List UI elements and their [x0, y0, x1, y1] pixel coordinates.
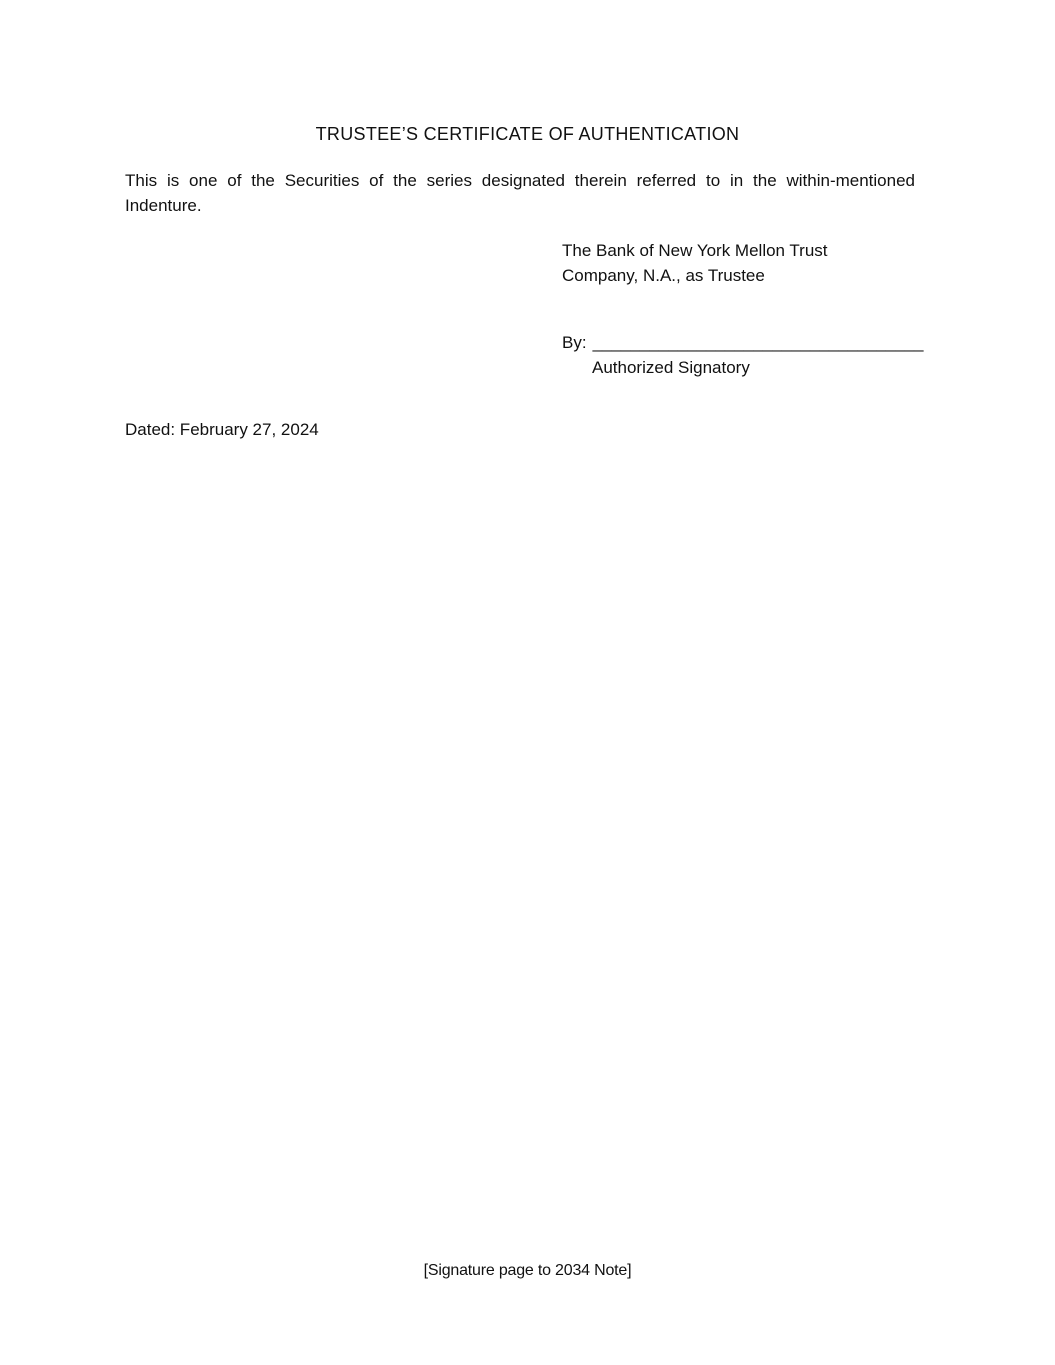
signature-by-line — [562, 330, 942, 355]
signature-blank-line: ___________________________________ — [592, 333, 924, 352]
by-label: By: — [562, 333, 587, 352]
page-footer: [Signature page to 2034 Note] — [423, 1262, 632, 1279]
dated-line: Dated: February 27, 2024 — [125, 420, 319, 439]
trustee-name: The Bank of New York Mellon Trust Company, N.A., as Trustee — [562, 241, 828, 285]
signature-block — [562, 238, 942, 380]
body-paragraph: This is one of the Securities of the series designated therein referred to in the within-mentioned Indenture. — [125, 171, 915, 215]
document-title: TRUSTEE’S CERTIFICATE OF AUTHENTICATION — [315, 124, 740, 144]
signatory-title: Authorized Signatory — [592, 358, 750, 377]
